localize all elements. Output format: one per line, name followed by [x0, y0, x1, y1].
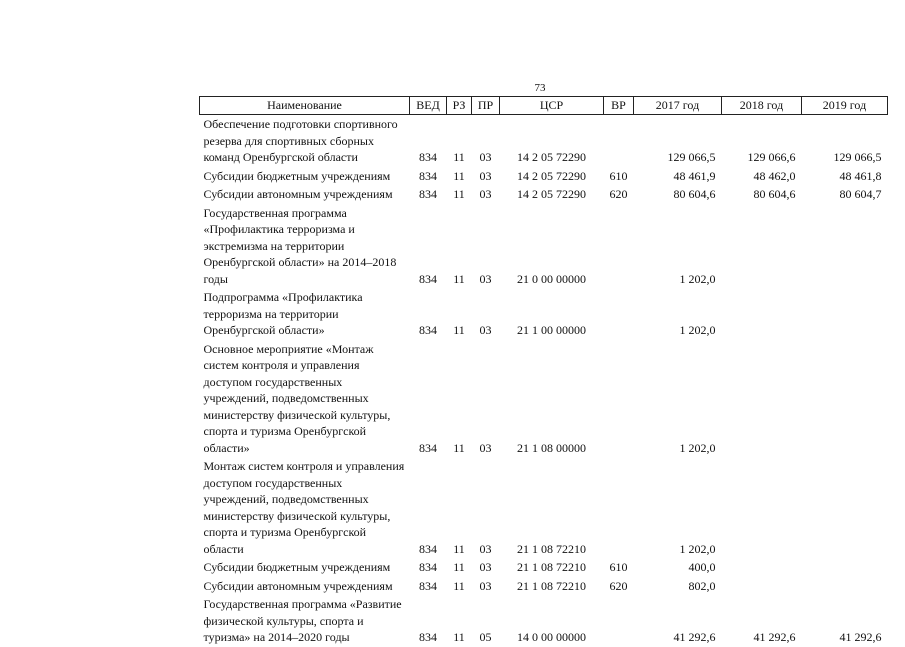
- page-number: 73: [534, 82, 546, 94]
- cell-rz: 11: [453, 150, 465, 164]
- cell-ved: 834: [419, 323, 437, 337]
- cell-name: Подпрограмма «Профилактика терроризма на территории Оренбургской области»: [203, 290, 363, 337]
- cell-2017: 1 202,0: [679, 541, 716, 556]
- cell-ved: 834: [419, 541, 437, 556]
- col-header-vr: ВР: [604, 97, 634, 115]
- table-row: [200, 595, 888, 647]
- cell-2018: [722, 457, 802, 558]
- cell-2017: 48 461,9: [673, 168, 716, 183]
- cell-2018: 129 066,6: [747, 150, 796, 164]
- cell-vr: 610: [609, 168, 628, 183]
- table-row: [200, 340, 888, 458]
- cell-ved: 834: [419, 271, 437, 286]
- cell-ved: 834: [419, 168, 437, 183]
- col-header-ved: ВЕД: [410, 97, 447, 115]
- cell-name: Субсидии автономным учреждениям: [203, 187, 393, 201]
- cell-ved: 834: [419, 578, 437, 593]
- cell-ved: 834: [419, 560, 437, 574]
- cell-2019: [802, 457, 888, 558]
- col-header-csr: ЦСР: [500, 97, 604, 115]
- cell-pr: 03: [479, 168, 492, 183]
- cell-name: Субсидии бюджетным учреждениям: [203, 168, 391, 183]
- cell-rz: 11: [453, 578, 465, 593]
- cell-csr: 21 0 00 00000: [517, 271, 586, 286]
- cell-csr: 14 2 05 72290: [517, 187, 586, 201]
- cell-csr: 14 2 05 72290: [517, 168, 586, 183]
- col-header-2019: 2019 год: [802, 97, 888, 115]
- cell-pr: 03: [479, 578, 492, 593]
- cell-2018: [722, 558, 802, 577]
- table-body: [200, 115, 888, 647]
- cell-pr: 03: [479, 560, 492, 574]
- cell-2017: 1 202,0: [679, 440, 716, 455]
- col-header-2017: 2017 год: [634, 97, 722, 115]
- cell-vr: 610: [609, 560, 628, 574]
- cell-name: Субсидии бюджетным учреждениям: [203, 560, 391, 574]
- cell-name: Обеспечение подготовки спортивного резерва для спортивных сборных команд Оренбургской области: [203, 117, 398, 164]
- cell-2017: 129 066,5: [667, 150, 716, 164]
- table-row: [200, 288, 888, 340]
- cell-2019: 48 461,8: [839, 168, 882, 183]
- table-row: [200, 204, 888, 289]
- cell-csr: 21 1 00 00000: [517, 323, 586, 337]
- cell-vr: [604, 204, 634, 289]
- table-row: [200, 185, 888, 204]
- cell-pr: 05: [479, 630, 492, 644]
- cell-csr: 14 2 05 72290: [517, 150, 586, 164]
- table-header-row: [200, 97, 888, 115]
- cell-2018: [722, 288, 802, 340]
- cell-vr: [604, 288, 634, 340]
- cell-name: Субсидии автономным учреждениям: [203, 578, 393, 593]
- cell-2019: 80 604,7: [839, 187, 882, 201]
- cell-vr: [604, 595, 634, 647]
- cell-csr: 21 1 08 72210: [517, 541, 586, 556]
- table-row: [200, 558, 888, 577]
- cell-vr: [604, 340, 634, 458]
- cell-rz: 11: [453, 168, 465, 183]
- cell-csr: 21 1 08 72210: [517, 578, 586, 593]
- cell-2017: 1 202,0: [679, 271, 716, 286]
- cell-2019: [802, 558, 888, 577]
- cell-ved: 834: [419, 150, 437, 164]
- cell-rz: 11: [453, 630, 465, 644]
- cell-ved: 834: [419, 440, 437, 455]
- cell-2019: [802, 204, 888, 289]
- cell-name: Основное мероприятие «Монтаж систем контроля и управления доступом государственных учреждений, подведомственных министерству физической культуры, спорта и туризма Оренбургской области»: [203, 341, 391, 455]
- cell-2018: 41 292,6: [753, 630, 796, 644]
- cell-vr: 620: [609, 187, 628, 201]
- cell-name: Государственная программа «Развитие физической культуры, спорта и туризма» на 2014–2020 годы: [203, 597, 402, 644]
- table-row: [200, 115, 888, 167]
- cell-2017: 80 604,6: [673, 187, 716, 201]
- cell-name: Государственная программа «Профилактика терроризма и экстремизма на территории Оренбургской области» на 2014–2018 годы: [203, 205, 397, 286]
- cell-rz: 11: [453, 560, 465, 574]
- cell-name: Монтаж систем контроля и управления доступом государственных учреждений, подведомственных министерству физической культуры, спорта и туризма Оренбургской области: [203, 459, 405, 556]
- cell-pr: 03: [479, 187, 492, 201]
- cell-rz: 11: [453, 440, 465, 455]
- cell-2018: [722, 577, 802, 596]
- cell-pr: 03: [479, 440, 492, 455]
- cell-ved: 834: [419, 630, 437, 644]
- cell-2019: 129 066,5: [833, 150, 882, 164]
- cell-2017: 1 202,0: [679, 323, 716, 337]
- cell-2017: 400,0: [688, 560, 716, 574]
- table-row: [200, 457, 888, 558]
- cell-2019: 41 292,6: [839, 630, 882, 644]
- cell-vr: 620: [609, 578, 628, 593]
- table-row: [200, 577, 888, 596]
- cell-pr: 03: [479, 150, 492, 164]
- cell-2018: [722, 340, 802, 458]
- cell-csr: 21 1 08 00000: [517, 440, 586, 455]
- cell-pr: 03: [479, 323, 492, 337]
- table-row: [200, 167, 888, 186]
- cell-2018: 80 604,6: [753, 187, 796, 201]
- cell-rz: 11: [453, 271, 465, 286]
- cell-2019: [802, 577, 888, 596]
- col-header-rz: РЗ: [447, 97, 472, 115]
- cell-2019: [802, 288, 888, 340]
- col-header-pr: ПР: [472, 97, 500, 115]
- budget-table: [199, 96, 888, 647]
- cell-2017: 41 292,6: [673, 630, 716, 644]
- cell-2018: 48 462,0: [753, 168, 796, 183]
- cell-rz: 11: [453, 323, 465, 337]
- cell-csr: 14 0 00 00000: [517, 630, 586, 644]
- col-header-name: Наименование: [200, 97, 410, 115]
- cell-rz: 11: [453, 187, 465, 201]
- cell-csr: 21 1 08 72210: [517, 560, 586, 574]
- cell-ved: 834: [419, 187, 437, 201]
- cell-2018: [722, 204, 802, 289]
- cell-pr: 03: [479, 271, 492, 286]
- cell-2017: 802,0: [688, 578, 716, 593]
- cell-2019: [802, 340, 888, 458]
- cell-rz: 11: [453, 541, 465, 556]
- cell-vr: [604, 115, 634, 167]
- cell-vr: [604, 457, 634, 558]
- cell-pr: 03: [479, 541, 492, 556]
- col-header-2018: 2018 год: [722, 97, 802, 115]
